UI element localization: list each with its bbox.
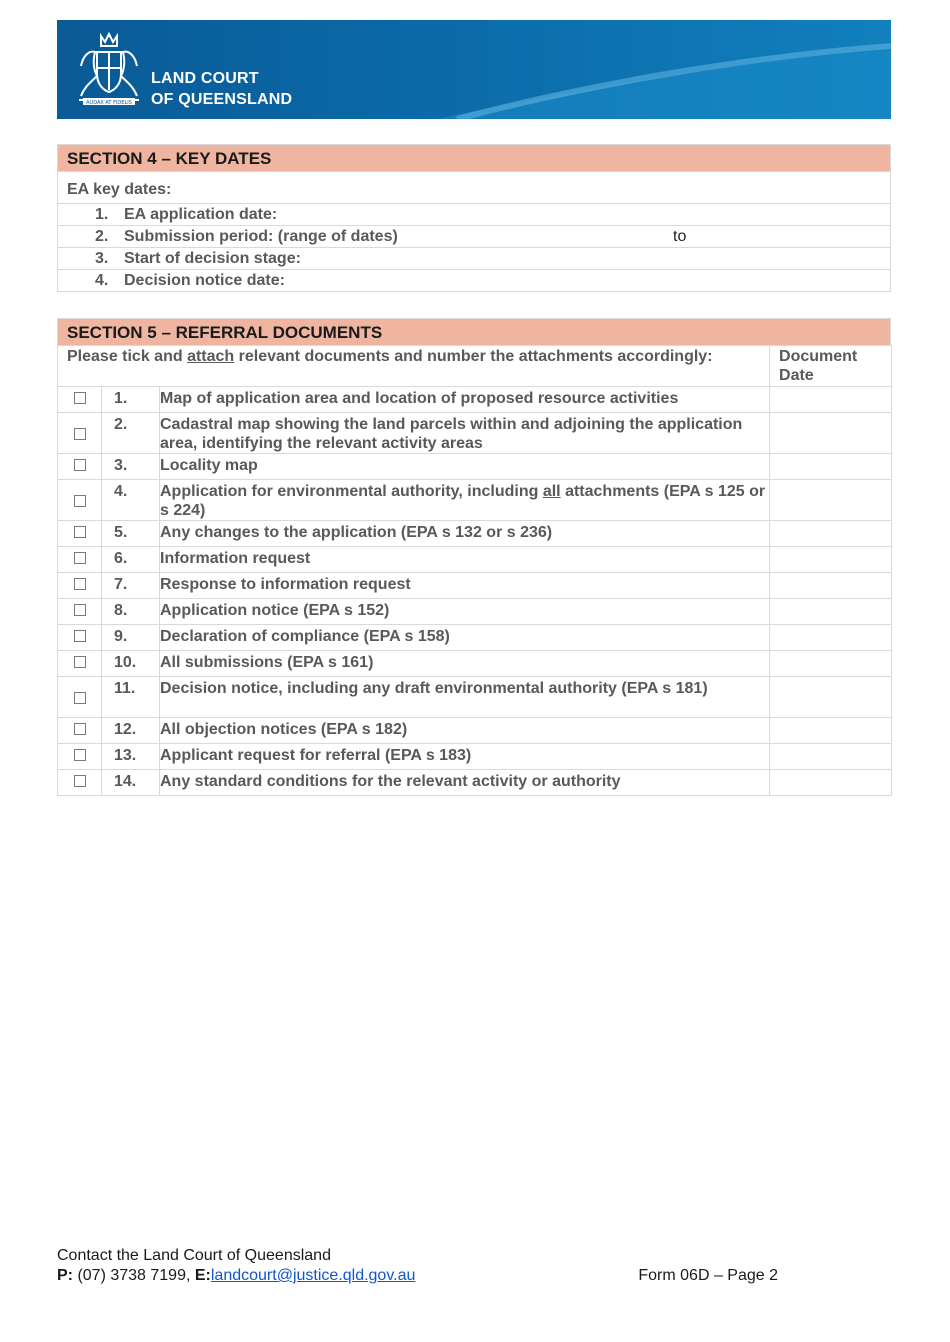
document-checkbox[interactable]: [58, 718, 102, 744]
document-description: Applicant request for referral (EPA s 183): [160, 744, 770, 770]
court-name-line1: LAND COURT: [151, 70, 259, 87]
document-checkbox[interactable]: [58, 547, 102, 573]
referral-document-row: [58, 625, 892, 651]
checkbox-icon[interactable]: [74, 495, 86, 507]
document-number: 4.: [102, 480, 160, 521]
referral-document-row: [58, 573, 892, 599]
referral-document-row: [58, 454, 892, 480]
email-label: E:: [194, 1267, 211, 1284]
checkbox-icon[interactable]: [74, 428, 86, 440]
checkbox-icon[interactable]: [74, 692, 86, 704]
referral-document-row: [58, 651, 892, 677]
document-checkbox[interactable]: [58, 744, 102, 770]
referral-document-row: [58, 599, 892, 625]
document-date-field[interactable]: [770, 677, 892, 718]
document-checkbox[interactable]: [58, 599, 102, 625]
phone-number: (07) 3738 7199,: [73, 1267, 195, 1284]
document-date-field[interactable]: [770, 387, 892, 413]
document-date-field[interactable]: [770, 770, 892, 796]
section5-title: SECTION 5 – REFERRAL DOCUMENTS: [57, 318, 891, 345]
document-description: Information request: [160, 547, 770, 573]
intro-text: Please tick and: [67, 348, 188, 365]
referral-document-row: [58, 770, 892, 796]
document-date-field[interactable]: [770, 599, 892, 625]
document-number: 7.: [102, 573, 160, 599]
court-name-line2: OF QUEENSLAND: [151, 91, 293, 108]
referral-intro: [58, 346, 770, 387]
checkbox-icon[interactable]: [74, 775, 86, 787]
document-checkbox[interactable]: [58, 625, 102, 651]
document-checkbox[interactable]: [58, 480, 102, 521]
key-dates-table: [57, 171, 891, 292]
document-description: Cadastral map showing the land parcels within and adjoining the application area, identifying the relevant activity areas: [160, 413, 770, 454]
email-link[interactable]: landcourt@justice.qld.gov.au: [210, 1267, 416, 1284]
document-number: 5.: [102, 521, 160, 547]
document-date-field[interactable]: [770, 454, 892, 480]
checkbox-icon[interactable]: [74, 723, 86, 735]
document-number: 12.: [102, 718, 160, 744]
document-number: 1.: [102, 387, 160, 413]
referral-document-row: [58, 547, 892, 573]
form-page-number: Form 06D – Page 2: [638, 1267, 778, 1284]
key-dates-intro: EA key dates:: [58, 172, 891, 204]
document-date-field[interactable]: [770, 573, 892, 599]
key-date-row[interactable]: [58, 226, 891, 248]
queensland-crest-icon: [71, 26, 147, 110]
checkbox-icon[interactable]: [74, 459, 86, 471]
document-checkbox[interactable]: [58, 573, 102, 599]
key-date-label: Decision notice date:: [124, 272, 285, 289]
section4-title: SECTION 4 – KEY DATES: [57, 144, 891, 171]
document-description: Any changes to the application (EPA s 132 or s 236): [160, 521, 770, 547]
document-description: All objection notices (EPA s 182): [160, 718, 770, 744]
document-description: Decision notice, including any draft environmental authority (EPA s 181): [160, 677, 770, 718]
document-date-field[interactable]: [770, 651, 892, 677]
document-number: 9.: [102, 625, 160, 651]
document-number: 3.: [102, 454, 160, 480]
document-checkbox[interactable]: [58, 651, 102, 677]
checkbox-icon[interactable]: [74, 630, 86, 642]
key-date-row[interactable]: [58, 248, 891, 270]
document-description: Application notice (EPA s 152): [160, 599, 770, 625]
intro-text-rest: relevant documents and number the attachments accordingly:: [234, 348, 713, 365]
document-number: 6.: [102, 547, 160, 573]
document-date-field[interactable]: [770, 521, 892, 547]
document-checkbox[interactable]: [58, 770, 102, 796]
document-number: 2.: [102, 413, 160, 454]
document-date-field[interactable]: [770, 718, 892, 744]
crest-motto: AUDAX AT FIDELIS: [86, 100, 132, 106]
key-date-label: Submission period: (range of dates): [124, 228, 398, 245]
phone-label: P:: [57, 1267, 73, 1284]
document-checkbox[interactable]: [58, 521, 102, 547]
checkbox-icon[interactable]: [74, 749, 86, 761]
document-description: Any standard conditions for the relevant activity or authority: [160, 770, 770, 796]
document-number: 11.: [102, 677, 160, 718]
key-date-num: 1.: [95, 206, 109, 223]
key-date-label: EA application date:: [124, 206, 278, 223]
key-date-num: 2.: [95, 228, 109, 245]
document-description: Application for environmental authority, including all attachments (EPA s 125 or s 224): [160, 480, 770, 521]
footer-contact: Contact the Land Court of Queensland: [57, 1247, 331, 1264]
checkbox-icon[interactable]: [74, 578, 86, 590]
document-checkbox[interactable]: [58, 387, 102, 413]
key-date-label: Start of decision stage:: [124, 250, 301, 267]
referral-document-row: [58, 718, 892, 744]
header-banner: [57, 20, 891, 119]
document-description: Declaration of compliance (EPA s 158): [160, 625, 770, 651]
date-range-to: to: [673, 228, 687, 245]
document-description: Locality map: [160, 454, 770, 480]
document-date-field[interactable]: [770, 480, 892, 521]
document-date-field[interactable]: [770, 744, 892, 770]
referral-document-row: [58, 744, 892, 770]
document-number: 13.: [102, 744, 160, 770]
document-number: 10.: [102, 651, 160, 677]
referral-documents-table: [57, 345, 892, 796]
document-checkbox[interactable]: [58, 413, 102, 454]
document-number: 14.: [102, 770, 160, 796]
document-date-field[interactable]: [770, 413, 892, 454]
checkbox-icon[interactable]: [74, 392, 86, 404]
document-date-header: Document Date: [770, 346, 892, 387]
document-date-field[interactable]: [770, 547, 892, 573]
document-date-field[interactable]: [770, 625, 892, 651]
footer: [57, 1246, 891, 1286]
document-number: 8.: [102, 599, 160, 625]
referral-document-row: [58, 521, 892, 547]
document-description: Map of application area and location of proposed resource activities: [160, 387, 770, 413]
intro-attach: attach: [187, 348, 235, 365]
key-date-num: 3.: [95, 250, 109, 267]
section-key-dates: [57, 144, 891, 292]
key-date-row[interactable]: [58, 270, 891, 292]
key-date-num: 4.: [95, 272, 109, 289]
referral-document-row: [58, 480, 892, 521]
court-name: [151, 68, 292, 110]
checkbox-icon[interactable]: [74, 604, 86, 616]
section-referral-documents: [57, 318, 891, 796]
checkbox-icon[interactable]: [74, 526, 86, 538]
document-description: Response to information request: [160, 573, 770, 599]
document-checkbox[interactable]: [58, 454, 102, 480]
document-description: All submissions (EPA s 161): [160, 651, 770, 677]
key-date-row[interactable]: [58, 204, 891, 226]
referral-document-row: [58, 677, 892, 718]
checkbox-icon[interactable]: [74, 552, 86, 564]
referral-document-row: [58, 387, 892, 413]
referral-document-row: [58, 413, 892, 454]
document-checkbox[interactable]: [58, 677, 102, 718]
checkbox-icon[interactable]: [74, 656, 86, 668]
